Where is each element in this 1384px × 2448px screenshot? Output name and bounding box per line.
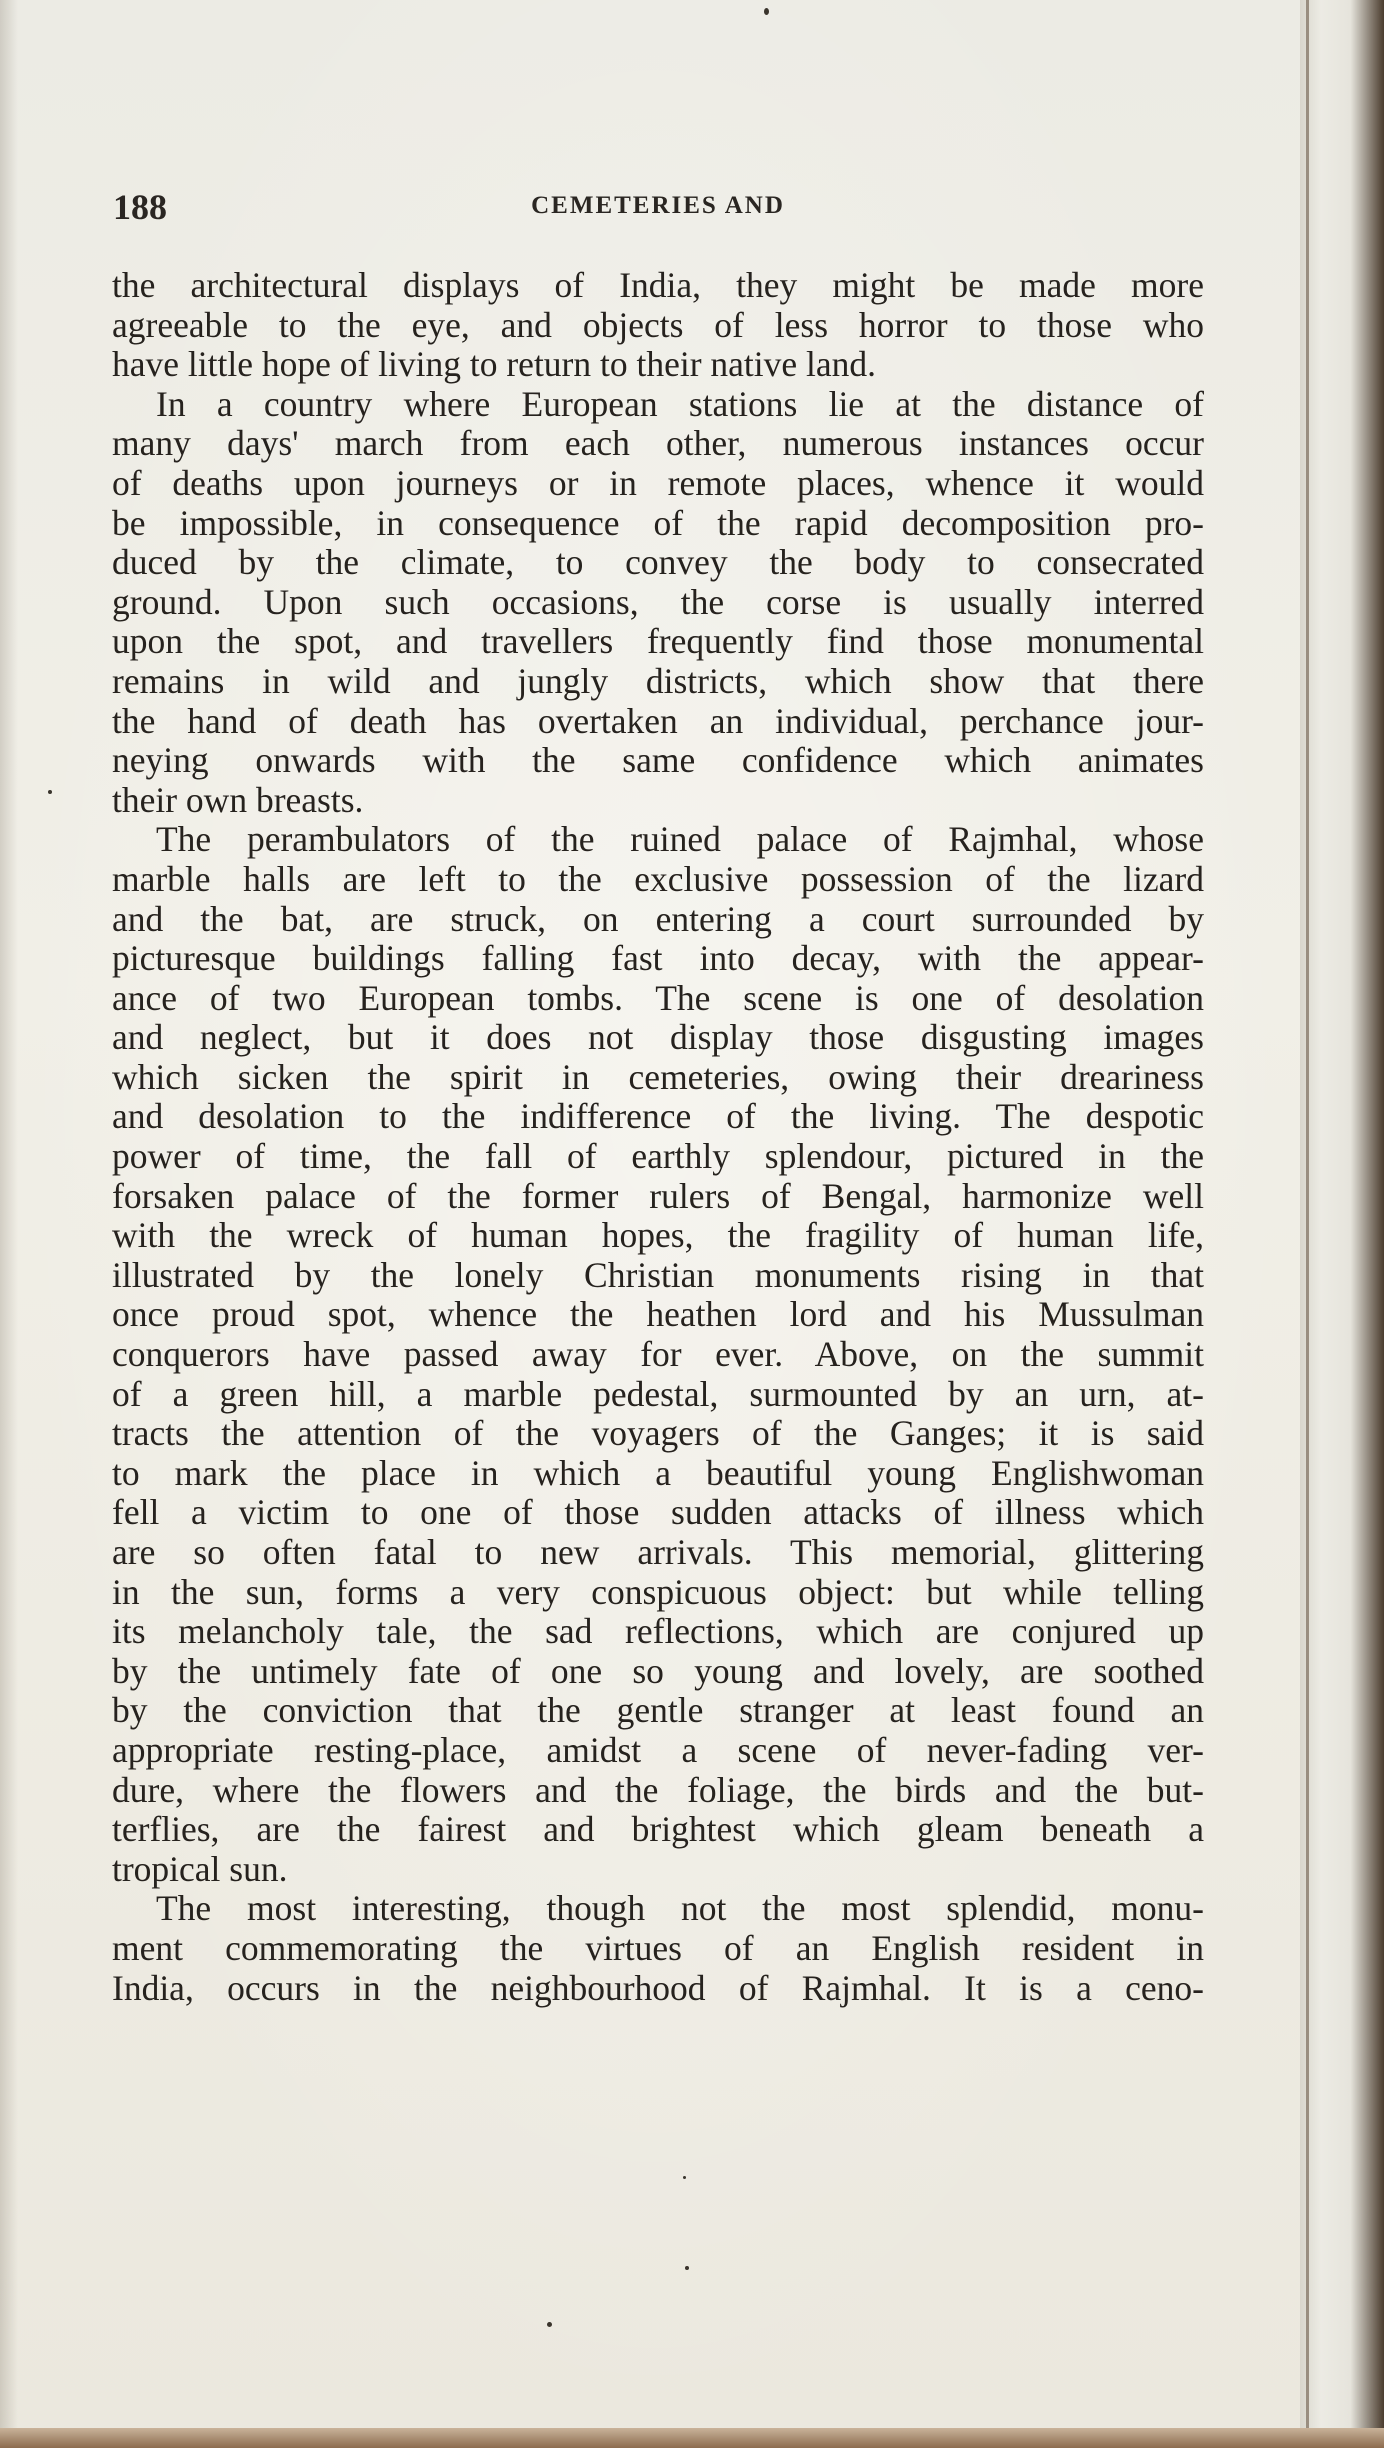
text-line: which sicken the spirit in cemeteries, owing their dreariness — [112, 1056, 1204, 1097]
book-gutter — [1300, 0, 1384, 2448]
text-line: illustrated by the lonely Christian monuments rising in that — [112, 1254, 1204, 1295]
text-line: many days' march from each other, numerous instances occur — [112, 423, 1204, 464]
text-line: neying onwards with the same confidence which animates — [112, 740, 1204, 781]
text-line: be impossible, in consequence of the rapid decomposition pro- — [112, 502, 1204, 543]
text-line: dure, where the flowers and the foliage, the birds and the but- — [112, 1769, 1204, 1810]
text-line: and the bat, are struck, on entering a court surrounded by — [112, 898, 1204, 939]
text-line: ment commemorating the virtues of an English resident in — [112, 1927, 1204, 1968]
text-line: agreeable to the eye, and objects of less horror to those who — [112, 304, 1204, 345]
page-left-shadow — [0, 0, 18, 2448]
page-bottom-edge — [0, 2428, 1384, 2448]
text-line: of deaths upon journeys or in remote places, whence it would — [112, 462, 1204, 503]
text-line: picturesque buildings falling fast into decay, with the appear- — [112, 938, 1204, 979]
text-line: are so often fatal to new arrivals. This memorial, glittering — [112, 1532, 1204, 1572]
text-line: The perambulators of the ruined palace of Rajmhal, whose — [156, 819, 1204, 860]
text-line: remains in wild and jungly districts, which show that there — [112, 660, 1204, 701]
text-line: by the untimely fate of one so young and lovely, are soothed — [112, 1650, 1204, 1691]
text-line: ance of two European tombs. The scene is one of desolation — [112, 977, 1204, 1018]
text-line: fell a victim to one of those sudden attacks of illness which — [112, 1492, 1204, 1533]
text-line: terflies, are the fairest and brightest which gleam beneath a — [112, 1809, 1204, 1850]
text-line: The most interesting, though not the most splendid, monu- — [156, 1888, 1204, 1929]
paper-speck — [764, 8, 769, 15]
paper-speck — [683, 2176, 686, 2179]
gutter-fold — [1306, 0, 1309, 2448]
text-line: In a country where European stations lie at the distance of — [156, 383, 1204, 424]
text-line: India, occurs in the neighbourhood of Rajmhal. It is a ceno- — [112, 1967, 1204, 2008]
paper-speck — [685, 2266, 689, 2270]
text-line: with the wreck of human hopes, the fragility of human life, — [112, 1215, 1204, 1256]
text-line: once proud spot, whence the heathen lord and his Mussulman — [112, 1294, 1204, 1335]
text-line: marble halls are left to the exclusive possession of the lizard — [112, 858, 1204, 899]
text-line: their own breasts. — [112, 779, 364, 820]
text-line: forsaken palace of the former rulers of Bengal, harmonize well — [112, 1175, 1204, 1216]
text-line: the hand of death has overtaken an individual, perchance jour- — [112, 700, 1204, 741]
text-line: its melancholy tale, the sad reflections, which are conjured up — [112, 1611, 1204, 1652]
text-line: tropical sun. — [112, 1848, 288, 1889]
running-title: CEMETERIES AND — [531, 192, 785, 219]
text-line: by the conviction that the gentle stranger at least found an — [112, 1690, 1204, 1731]
text-line: ground. Upon such occasions, the corse is usually interred — [112, 581, 1204, 622]
text-line: conquerors have passed away for ever. Above, on the summit — [112, 1334, 1204, 1375]
text-line: upon the spot, and travellers frequently find those monumental — [112, 621, 1204, 662]
page-number: 188 — [113, 187, 167, 227]
text-line: have little hope of living to return to their native land. — [112, 344, 877, 385]
text-line: of a green hill, a marble pedestal, surmounted by an urn, at- — [112, 1373, 1204, 1414]
text-line: duced by the climate, to convey the body to consecrated — [112, 542, 1204, 583]
text-line: appropriate resting-place, amidst a scene of never-fading ver- — [112, 1729, 1204, 1770]
text-line: in the sun, forms a very conspicuous object: but while telling — [112, 1571, 1204, 1612]
running-head — [113, 182, 1203, 232]
text-line: and neglect, but it does not display those disgusting images — [112, 1017, 1204, 1058]
paper-speck — [48, 790, 52, 794]
text-line: power of time, the fall of earthly splendour, pictured in the — [112, 1136, 1204, 1177]
text-line: and desolation to the indifference of the living. The despotic — [112, 1096, 1204, 1137]
text-line: to mark the place in which a beautiful young Englishwoman — [112, 1452, 1204, 1493]
text-line: tracts the attention of the voyagers of the Ganges; it is said — [112, 1413, 1204, 1454]
paper-speck — [547, 2322, 552, 2327]
text-line: the architectural displays of India, they might be made more — [112, 265, 1204, 305]
body-text — [112, 266, 1204, 2008]
